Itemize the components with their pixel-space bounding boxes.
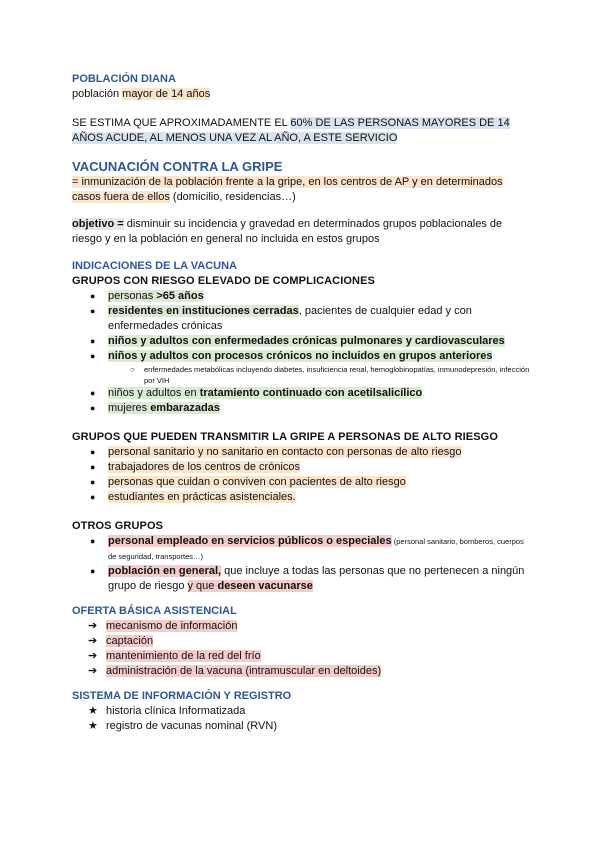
list-item bbox=[88, 664, 532, 679]
list-item bbox=[90, 490, 532, 505]
arrow-right-icon: ➔ bbox=[88, 635, 98, 647]
item-bold: niños y adultos con enfermedades crónicas pulmonares y cardiovasculares bbox=[108, 335, 505, 347]
section-heading-sistema: SISTEMA DE INFORMACIÓN Y REGISTRO bbox=[72, 690, 292, 702]
item-bold: >65 años bbox=[156, 290, 204, 302]
item-bold: población en general, bbox=[108, 565, 222, 577]
item-text: mujeres bbox=[108, 402, 151, 414]
objetivo-paragraph bbox=[72, 217, 532, 247]
item-text: , pacientes de cualquier edad y con enfermedades crónicas bbox=[108, 305, 472, 332]
subheading-grupo-riesgo: GRUPOS CON RIESGO ELEVADO DE COMPLICACIONES bbox=[72, 275, 375, 287]
sistema-list bbox=[72, 704, 532, 734]
otros-list bbox=[72, 534, 532, 594]
item-text: captación bbox=[106, 635, 154, 647]
list-item bbox=[90, 460, 532, 475]
poblacion-line bbox=[72, 87, 532, 102]
list-item bbox=[90, 534, 532, 564]
item-text: estudiantes en prácticas asistenciales. bbox=[108, 491, 296, 503]
star-icon: ★ bbox=[88, 720, 98, 732]
section-heading-indicaciones: INDICACIONES DE LA VACUNA bbox=[72, 260, 238, 272]
item-text: registro de vacunas nominal (RVN) bbox=[106, 720, 277, 732]
item-text: mecanismo de información bbox=[106, 620, 238, 632]
item-text: administración de la vacuna (intramuscular en deltoides) bbox=[106, 665, 382, 677]
section-heading-vacunacion: VACUNACIÓN CONTRA LA GRIPE bbox=[72, 159, 283, 174]
item-text: niños y adultos en bbox=[108, 387, 200, 399]
star-icon: ★ bbox=[88, 705, 98, 717]
item-text: personal sanitario y no sanitario en contacto con personas de alto riesgo bbox=[108, 446, 462, 458]
item-bold: embarazadas bbox=[150, 402, 220, 414]
section-heading-oferta: OFERTA BÁSICA ASISTENCIAL bbox=[72, 605, 237, 617]
item-bold: personal empleado en servicios públicos o especiales bbox=[108, 535, 392, 547]
list-item bbox=[90, 401, 532, 416]
sub-list bbox=[72, 364, 532, 386]
document-page bbox=[72, 72, 532, 734]
list-item bbox=[90, 386, 532, 401]
item-bold: tratamiento continuado con acetilsalicílico bbox=[199, 387, 423, 399]
definition-highlight: = inmunización de la población frente a la gripe, en los centros de AP y en determinados casos fuera de ellos bbox=[72, 176, 503, 203]
item-text: y que bbox=[187, 580, 218, 592]
list-item bbox=[90, 445, 532, 460]
item-bold: deseen vacunarse bbox=[217, 580, 313, 592]
estimate-paragraph bbox=[72, 116, 532, 146]
list-item bbox=[88, 634, 532, 649]
subheading-transmitir: GRUPOS QUE PUEDEN TRANSMITIR LA GRIPE A PERSONAS DE ALTO RIESGO bbox=[72, 431, 498, 443]
list-item bbox=[90, 475, 532, 490]
estimate-highlight: 60% DE LAS PERSONAS MAYORES DE 14 AÑOS ACUDE, AL MENOS UNA VEZ AL AÑO, A ESTE SERVICIO bbox=[72, 117, 510, 144]
poblacion-highlight: mayor de 14 años bbox=[122, 88, 211, 100]
item-bold: residentes en instituciones cerradas bbox=[108, 305, 299, 317]
definition-rest: (domicilio, residencias…) bbox=[169, 191, 296, 203]
objetivo-text: disminuir su incidencia y gravedad en determinados grupos poblacionales de riesgo y en la población en general no incluida en estos grupos bbox=[72, 218, 503, 245]
vacunacion-definition bbox=[72, 175, 532, 205]
oferta-list bbox=[72, 619, 532, 679]
arrow-right-icon: ➔ bbox=[88, 650, 98, 662]
item-text: trabajadores de los centros de crónicos bbox=[108, 461, 300, 473]
list-item bbox=[90, 564, 532, 594]
transmitir-list bbox=[72, 445, 532, 505]
item-text: personas bbox=[108, 290, 157, 302]
item-text: personas que cuidan o conviven con pacientes de alto riesgo bbox=[108, 476, 406, 488]
item-text: historia clínica Informatizada bbox=[106, 705, 246, 717]
item-bold: niños y adultos con procesos crónicos no incluidos en grupos anteriores bbox=[108, 350, 493, 362]
list-item bbox=[88, 619, 532, 634]
list-item bbox=[90, 334, 532, 349]
grupo-riesgo-list-cont bbox=[72, 386, 532, 416]
list-item bbox=[90, 289, 532, 304]
item-text: que incluye a todas las personas que no pertenecen a ningún grupo de riesgo bbox=[108, 565, 525, 592]
arrow-right-icon: ➔ bbox=[88, 665, 98, 677]
item-text: mantenimiento de la red del frío bbox=[106, 650, 261, 662]
objetivo-label: objetivo = bbox=[72, 218, 124, 230]
list-item bbox=[90, 349, 532, 364]
grupo-riesgo-list bbox=[72, 289, 532, 364]
estimate-text: SE ESTIMA QUE APROXIMADAMENTE EL bbox=[72, 117, 291, 129]
list-item bbox=[90, 304, 532, 334]
poblacion-line-text: población bbox=[72, 88, 123, 100]
list-item bbox=[88, 719, 532, 734]
arrow-right-icon: ➔ bbox=[88, 620, 98, 632]
sub-list-item: ○ enfermedades metabólicas incluyendo diabetes, insuficiencia renal, hemoglobinopatías, inmunodepresión, infección por VIH bbox=[130, 364, 532, 386]
list-item bbox=[88, 649, 532, 664]
list-item bbox=[88, 704, 532, 719]
subheading-otros: OTROS GRUPOS bbox=[72, 520, 164, 532]
section-heading-poblacion: POBLACIÓN DIANA bbox=[72, 73, 176, 85]
item-small: (personal sanitario, bomberos, cuerpos de seguridad, transportes…) bbox=[108, 537, 524, 561]
